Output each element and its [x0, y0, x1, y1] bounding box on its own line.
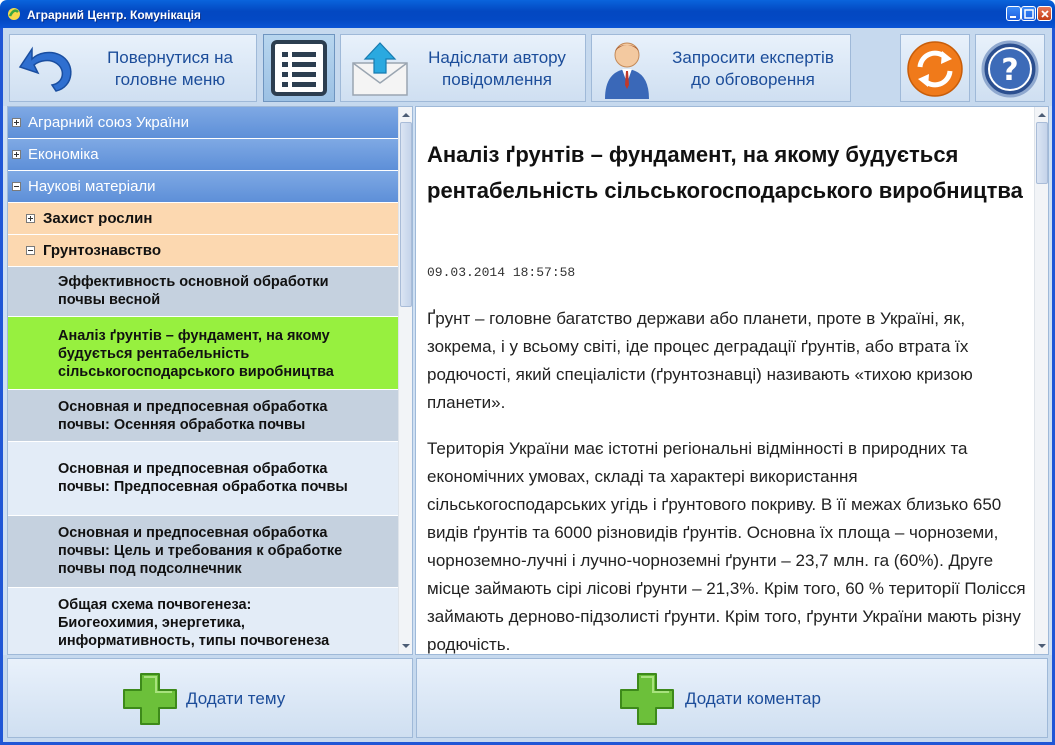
list-item-line: почвы под подсолнечник: [58, 561, 242, 577]
expert-person-icon: [602, 39, 652, 99]
tree-subcategory-label: Грунтознавство: [43, 242, 161, 259]
minimize-button[interactable]: [1006, 6, 1021, 21]
scroll-down-icon[interactable]: [401, 641, 411, 651]
scroll-down-icon[interactable]: [1037, 641, 1047, 651]
toolbar: [3, 28, 1052, 106]
list-item-line: почвы: Цель и требования к обработке: [58, 543, 343, 559]
list-item-line: информативность, типы почвогенеза: [58, 633, 330, 649]
list-item-line: Аналіз ґрунтів – фундамент, на якому: [58, 328, 330, 344]
tree-category-label: Наукові матеріали: [28, 178, 156, 195]
back-label-line1: Повернутися на: [107, 48, 233, 67]
minimize-icon: [1007, 7, 1022, 22]
back-label-line2: головне меню: [114, 70, 226, 89]
send-label-line2: повідомлення: [442, 70, 552, 89]
tree-category-label: Аграрний союз України: [28, 114, 189, 131]
article-title: Аналіз ґрунтів – фундамент, на якому будується рентабельність сільськогосподарського виробництва: [427, 142, 1023, 203]
tree-scrollbar-thumb[interactable]: [400, 122, 412, 307]
list-item[interactable]: [8, 267, 400, 317]
article-view: [415, 106, 1049, 655]
article-scrollbar[interactable]: [1034, 107, 1048, 654]
close-icon: [1038, 7, 1053, 22]
scroll-up-icon[interactable]: [401, 110, 411, 120]
list-item-line: Эффективность основной обработки: [58, 274, 329, 290]
tree-category-agrarian-union[interactable]: [8, 107, 400, 139]
list-item[interactable]: [8, 390, 400, 442]
invite-experts-button[interactable]: [591, 34, 851, 102]
close-button[interactable]: [1037, 6, 1052, 21]
back-arrow-icon: [16, 41, 78, 97]
add-comment-button[interactable]: [416, 658, 1048, 738]
collapse-minus-icon[interactable]: [26, 246, 35, 255]
window-title: Аграрний Центр. Комунікація: [27, 8, 201, 22]
experts-label-line1: Запросити експертів: [672, 48, 834, 67]
scroll-up-icon[interactable]: [1037, 110, 1047, 120]
tree-category-label: Економіка: [28, 146, 99, 163]
experts-label-line2: до обговорення: [691, 70, 815, 89]
list-item-line: Основная и предпосевная обработка: [58, 399, 328, 415]
add-comment-label: Додати коментар: [685, 689, 821, 708]
list-item-line: Биогеохимия, энергетика,: [58, 615, 245, 631]
article-paragraph: Ґрунт – головне багатство держави або планети, проте в Україні, як, зокрема, і у всьому світі, іде процес деградації ґрунтів, або втрата їх родючості, який спеціалісти (ґрунтознавці) називають «тихою кризою планети».: [427, 309, 973, 412]
maximize-icon: [1022, 7, 1037, 22]
list-item[interactable]: [8, 442, 400, 516]
help-question-icon: [981, 40, 1039, 98]
tree-category-economics[interactable]: [8, 139, 400, 171]
add-topic-button[interactable]: [7, 658, 413, 738]
list-item-line: почвы весной: [58, 292, 161, 308]
list-item[interactable]: [8, 588, 400, 655]
tree-subcategory-plant-protection[interactable]: [8, 203, 400, 235]
add-topic-label: Додати тему: [186, 689, 286, 708]
expand-plus-icon[interactable]: [26, 214, 35, 223]
list-item-selected[interactable]: [8, 317, 400, 390]
tree-subcategory-label: Захист рослин: [43, 210, 153, 227]
add-plus-icon: [617, 670, 677, 728]
list-item[interactable]: [8, 516, 400, 588]
envelope-upload-icon: [349, 41, 411, 97]
send-message-to-author-button[interactable]: [340, 34, 586, 102]
help-button[interactable]: [975, 34, 1045, 102]
bottom-action-bar: [3, 655, 1052, 742]
window-titlebar: [0, 0, 1055, 28]
list-view-button[interactable]: [263, 34, 335, 102]
send-label-line1: Надіслати автору: [428, 48, 566, 67]
tree-scrollbar[interactable]: [398, 107, 412, 654]
refresh-button[interactable]: [900, 34, 970, 102]
refresh-icon: [906, 40, 964, 98]
topics-tree: [7, 106, 413, 655]
list-item-line: Основная и предпосевная обработка: [58, 461, 328, 477]
list-icon: [270, 39, 328, 97]
maximize-button[interactable]: [1021, 6, 1036, 21]
collapse-minus-icon[interactable]: [12, 182, 21, 191]
back-to-main-menu-button[interactable]: [9, 34, 257, 102]
app-icon: [7, 7, 21, 21]
list-item-line: почвы: Осенняя обработка почвы: [58, 417, 306, 433]
article-date: 09.03.2014 18:57:58: [427, 265, 576, 280]
list-item-line: сільськогосподарського виробництва: [58, 364, 334, 380]
svg-text:?: ?: [1001, 53, 1019, 88]
tree-subcategory-soil-science[interactable]: [8, 235, 400, 267]
expand-plus-icon[interactable]: [12, 118, 21, 127]
tree-category-scientific-materials[interactable]: [8, 171, 400, 203]
list-item-line: Общая схема почвогенеза:: [58, 597, 252, 613]
expand-plus-icon[interactable]: [12, 150, 21, 159]
article-paragraph: Територія України має істотні регіональні відмінності в природних та економічних умовах, складі та характері використання сільськогосподарських угідь і ґрунтового покриву. В її межах близько 650 видів ґрунтів та 6000 різновидів ґрунтів. Основна їх площа – чорноземи, чорноземно-лучні і лучно-чорноземні ґрунти – 23,7 млн. га (60%). Друге місце займають сірі лісові ґрунти – 21,3%. Крім того, 60 % території Полісся займають дерново-підзолисті ґрунти. Крім того, ґрунти України мають різну родючість.: [427, 439, 1026, 654]
article-scrollbar-thumb[interactable]: [1036, 122, 1048, 184]
list-item-line: Основная и предпосевная обработка: [58, 525, 328, 541]
list-item-line: будується рентабельність: [58, 346, 250, 362]
list-item-line: почвы: Предпосевная обработка почвы: [58, 479, 348, 495]
add-plus-icon: [120, 670, 180, 728]
